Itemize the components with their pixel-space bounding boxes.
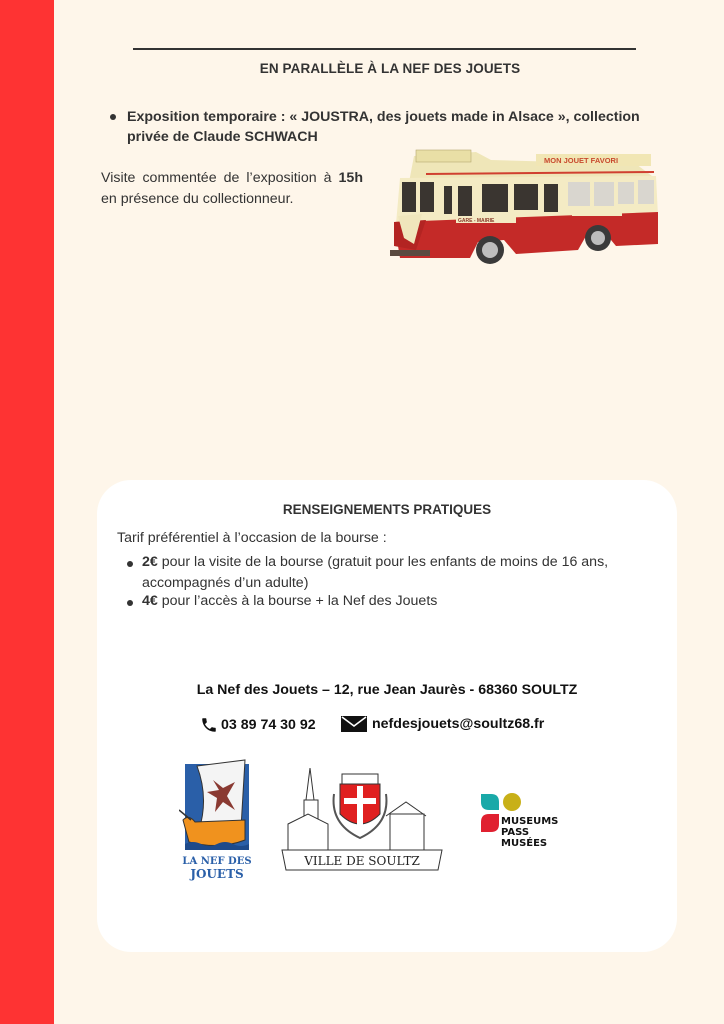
visit-time: 15h bbox=[338, 170, 363, 186]
museums-logo-line2: PASS bbox=[501, 827, 530, 838]
bus-lettering-top: MON JOUET FAVORI bbox=[544, 156, 619, 165]
nef-logo-line2: JOUETS bbox=[190, 867, 244, 881]
exhibition-item: Exposition temporaire : « JOUSTRA, des jouets made in Alsace », collection privée de Claude SCHWACH bbox=[127, 109, 640, 145]
toy-bus-image bbox=[386, 146, 662, 268]
phone-icon bbox=[200, 716, 218, 734]
price-text: pour l’accès à la bourse + la Nef des Jouets bbox=[157, 593, 438, 609]
price-item bbox=[142, 552, 662, 594]
address: La Nef des Jouets – 12, rue Jean Jaurès - 68360 SOULTZ bbox=[196, 682, 578, 698]
visit-text-post: en présence du collectionneur. bbox=[101, 191, 294, 207]
red-side-bar bbox=[0, 0, 54, 1024]
card-title: RENSEIGNEMENTS PRATIQUES bbox=[282, 502, 492, 517]
practical-info-card bbox=[97, 480, 677, 952]
bullet-icon bbox=[110, 114, 116, 120]
phone-number[interactable]: 03 89 74 30 92 bbox=[221, 717, 316, 733]
price-item bbox=[142, 591, 662, 612]
section-title: EN PARALLÈLE À LA NEF DES JOUETS bbox=[259, 61, 521, 76]
bus-lettering-side: GARE - MAIRIE bbox=[458, 218, 495, 224]
phone-contact[interactable] bbox=[200, 716, 316, 734]
tarif-intro: Tarif préférentiel à l’occasion de la bourse : bbox=[117, 530, 387, 546]
email-contact[interactable] bbox=[341, 716, 544, 732]
bullet-icon bbox=[127, 561, 133, 567]
envelope-icon bbox=[341, 716, 367, 732]
soultz-logo-text: VILLE DE SOULTZ bbox=[304, 854, 420, 868]
price-text: pour la visite de la bourse (gratuit pour les enfants de moins de 16 ans, accompagnés d’un adulte) bbox=[142, 554, 609, 591]
museums-logo-line3: MUSÉES bbox=[501, 838, 548, 849]
price-amount: 2€ bbox=[142, 554, 158, 570]
nef-des-jouets-logo bbox=[179, 758, 255, 882]
nef-logo-line1: LA NEF DES bbox=[182, 856, 252, 867]
ville-de-soultz-logo bbox=[280, 764, 444, 874]
museums-pass-logo bbox=[481, 792, 571, 852]
email-address[interactable]: nefdesjouets@soultz68.fr bbox=[372, 716, 545, 732]
bullet-icon bbox=[127, 600, 133, 606]
visit-text-pre: Visite commentée de l’exposition à bbox=[101, 170, 339, 186]
price-amount: 4€ bbox=[142, 593, 158, 609]
visit-text bbox=[101, 168, 363, 210]
top-divider bbox=[133, 48, 636, 50]
museums-logo-line1: MUSEUMS bbox=[501, 816, 559, 827]
